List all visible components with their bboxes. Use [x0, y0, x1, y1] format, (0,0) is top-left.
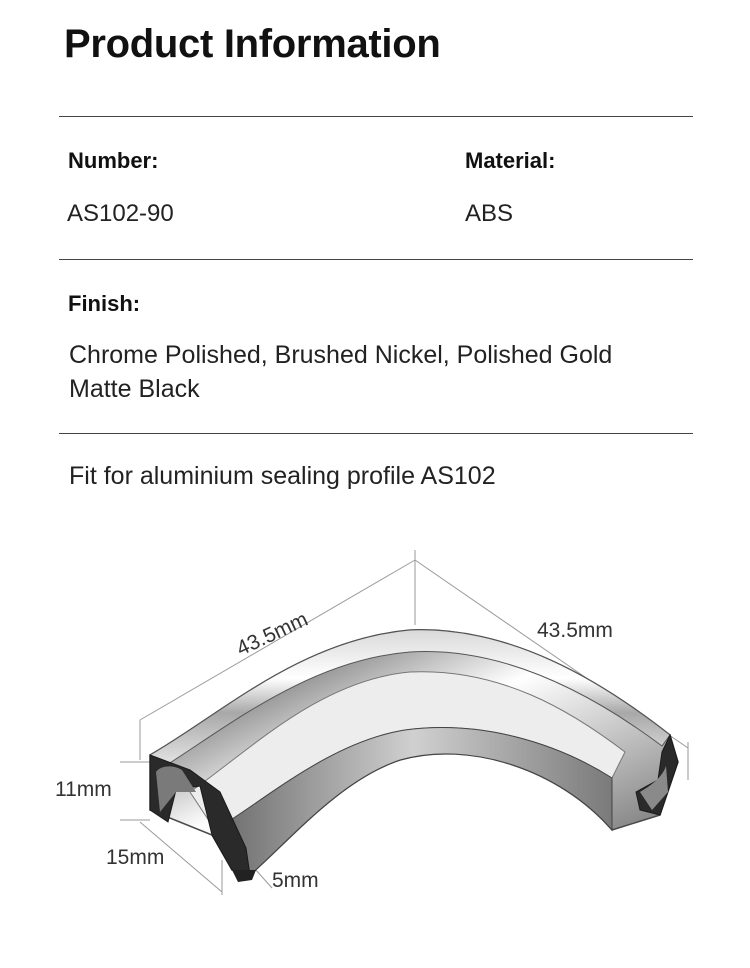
number-label: Number:: [68, 148, 159, 173]
finish-line-1: Chrome Polished, Brushed Nickel, Polished Gold: [69, 341, 613, 369]
compatibility-note: Fit for aluminium sealing profile AS102: [69, 462, 496, 490]
finish-label: Finish:: [68, 291, 141, 316]
material-value: ABS: [465, 200, 514, 227]
number-value: AS102-90: [67, 200, 174, 227]
dim-length-left: 43.5mm: [233, 607, 312, 661]
dim-height: 11mm: [55, 778, 112, 801]
product-drawing: [0, 530, 750, 968]
material-label: Material:: [465, 148, 556, 173]
finish-line-2: Matte Black: [69, 375, 200, 403]
dim-lip: 5mm: [272, 869, 319, 892]
divider: [59, 116, 693, 117]
dim-width: 15mm: [106, 846, 165, 869]
page-title: Product Information: [64, 22, 441, 66]
divider: [59, 433, 693, 434]
dim-length-right: 43.5mm: [537, 619, 613, 642]
divider: [59, 259, 693, 260]
finish-value: [69, 338, 709, 406]
